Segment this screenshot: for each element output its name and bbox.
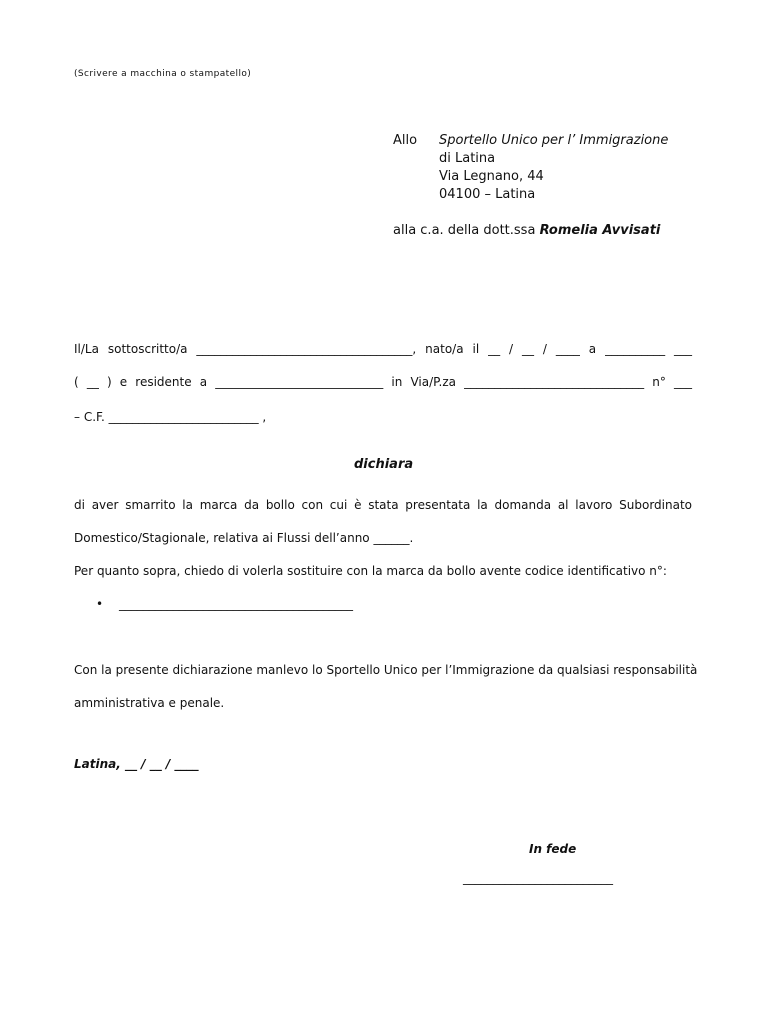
recipient-address: [439, 132, 668, 204]
bullet-dot: •: [96, 597, 104, 611]
closing-text: In fede: [529, 842, 577, 856]
paragraph-3-line-2: amministrativa e penale.: [74, 696, 225, 710]
attention-name: Romelia Avvisati: [539, 223, 661, 238]
declarant-line-2: ( __ ) e residente a ____________________________ in Via/P.za ______________________________ n° ___: [74, 375, 692, 389]
signature-line: _________________________: [463, 871, 613, 885]
declarant-line-1: Il/La sottoscritto/a ____________________________________, nato/a il __ / __ / ____ a __________ ___: [74, 342, 692, 356]
recipient-city: di Latina: [439, 151, 496, 166]
instruction-note: (Scrivere a macchina o stampatello): [74, 69, 252, 79]
paragraph-2: Per quanto sopra, chiedo di volerla sostituire con la marca da bollo avente codice identificativo n°:: [74, 564, 667, 578]
declarant-line-3: – C.F. _________________________ ,: [74, 410, 267, 424]
recipient-street: Via Legnano, 44: [439, 169, 544, 184]
paragraph-1-line-1: di aver smarrito la marca da bollo con cui è stata presentata la domanda al lavoro Subordinato: [74, 498, 692, 512]
attention-line: [393, 222, 660, 240]
place-date: Latina, __ / __ / ____: [74, 757, 199, 771]
bullet-item: _______________________________________: [119, 597, 353, 611]
declaration-title: dichiara: [354, 457, 414, 472]
paragraph-1-line-2: Domestico/Stagionale, relativa ai Flussi dell’anno ______.: [74, 531, 414, 545]
recipient-postal: 04100 – Latina: [439, 187, 536, 202]
recipient-office: Sportello Unico per l’ Immigrazione: [439, 133, 669, 148]
recipient-label: Allo: [393, 133, 418, 148]
paragraph-3-line-1: Con la presente dichiarazione manlevo lo Sportello Unico per l’Immigrazione da qualsiasi responsabilità: [74, 663, 698, 677]
attention-prefix: alla c.a. della dott.ssa: [393, 223, 540, 238]
